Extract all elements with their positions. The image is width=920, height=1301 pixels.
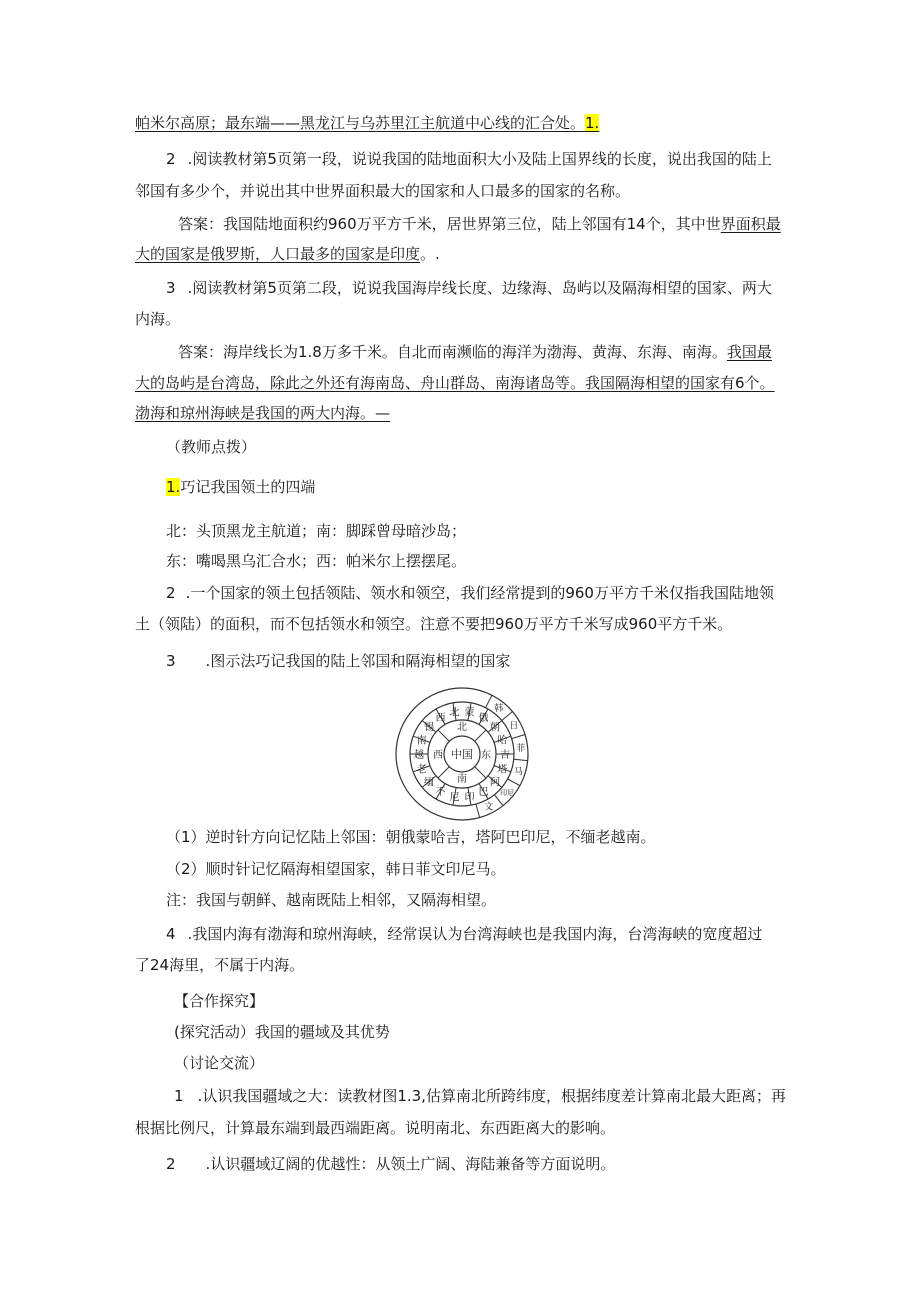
question-3 xyxy=(166,278,772,298)
direction-south: 南 xyxy=(457,774,467,785)
sea-ring-divider xyxy=(486,695,492,707)
sea-ring-divider xyxy=(476,804,480,817)
inner-divider xyxy=(438,730,449,741)
tip-title: 巧记我国领土的四端 xyxy=(180,478,316,496)
tip-text: .一个国家的领土包括领陆、领水和领空，我们经常提到的960万平方千米仅指我国陆地领 xyxy=(185,584,774,602)
underlined-text: 大的国家是俄罗斯，人口最多的国家是印度 xyxy=(135,245,421,263)
land-neighbor-label: 阿 xyxy=(489,777,500,789)
land-neighbor-label: 北 xyxy=(449,707,460,719)
land-neighbor-label: 尼 xyxy=(449,792,460,804)
question-3-cont: 内海。 xyxy=(135,310,181,328)
answer-3-cont: 大的岛屿是台湾岛，除此之外还有海南岛、舟山群岛、南海诸岛等。我国隔海相望的国家有6个。 xyxy=(135,374,775,392)
sea-neighbor-label: 菲 xyxy=(516,744,526,755)
tip-2 xyxy=(166,583,774,603)
inner-divider xyxy=(475,730,486,741)
tip-number: 2 xyxy=(166,584,176,602)
direction-north: 北 xyxy=(457,722,467,733)
land-neighbor-label: 俄 xyxy=(478,712,489,724)
land-neighbor-label: 锡 xyxy=(424,722,435,734)
tip-text: .我国内海有渤海和琼州海峡，经常误认为台湾海峡也是我国内海，台湾海峡的宽度超过 xyxy=(187,925,763,943)
question-number: 3 xyxy=(166,279,176,297)
tip-3 xyxy=(166,651,510,671)
sea-ring-divider xyxy=(514,759,528,760)
sea-neighbor-label: 日 xyxy=(509,721,519,732)
tip-text: .图示法巧记我国的陆上邻国和隔海相望的国家 xyxy=(205,652,511,670)
question-2 xyxy=(166,149,772,169)
answer-2 xyxy=(178,214,781,234)
land-neighbor-label: 塔 xyxy=(497,764,508,776)
tip-1-north-south: 北：头顶黑龙主航道；南：脚踩曾母暗沙岛； xyxy=(166,522,467,540)
neighbors-wheel-diagram xyxy=(388,686,536,822)
direction-east: 东 xyxy=(481,750,491,761)
inner-divider xyxy=(438,767,449,778)
sea-ring-divider xyxy=(508,779,520,786)
tip-number: 4 xyxy=(166,925,176,943)
answer-text: 。. xyxy=(420,245,440,263)
explore-1-cont: 根据比例尺，计算最东端到最西端距离。说明南北、东西距离大的影响。 xyxy=(135,1119,616,1137)
land-neighbor-label: 西 xyxy=(435,712,446,724)
section-label: （讨论交流） xyxy=(174,1054,265,1072)
section-heading: 【合作探究】 xyxy=(174,992,265,1010)
tip-1-east-west: 东：嘴喝黑乌汇合水；西：帕米尔上摆摆尾。 xyxy=(166,552,467,570)
land-neighbor-label: 朝 xyxy=(489,722,500,734)
item-number: 2 xyxy=(166,1155,176,1173)
land-neighbor-label: 南 xyxy=(416,735,427,747)
land-neighbor-label: 巴 xyxy=(478,787,489,799)
item-text: .认识我国疆域之大：读教材图1.3,估算南北所跨纬度，根据纬度差计算南北最大距离；再 xyxy=(197,1087,786,1105)
tip-4-cont: 了24海里，不属于内海。 xyxy=(135,956,305,974)
item-text: .认识疆域辽阔的优越性：从领土广阔、海陆兼备等方面说明。 xyxy=(205,1155,616,1173)
highlighted-number: 1. xyxy=(585,114,600,132)
memory-tip-2: （2）顺时针记忆隔海相望国家，韩日菲文印尼马。 xyxy=(166,860,506,878)
land-neighbor-label: 吉 xyxy=(500,750,510,761)
paragraph-line xyxy=(135,113,599,133)
answer-2-cont xyxy=(135,244,440,264)
question-text: .阅读教材第5页第二段，说说我国海岸线长度、边缘海、岛屿以及隔海相望的国家、两大 xyxy=(187,279,772,297)
underlined-text: 帕米尔高原；最东端——黑龙江与乌苏里江主航道中心线的汇合处。 xyxy=(135,114,586,132)
answer-3 xyxy=(178,342,772,362)
activity-title: (探究活动）我国的疆域及其优势 xyxy=(174,1023,390,1041)
tip-1 xyxy=(166,477,315,497)
land-neighbor-label: 哈 xyxy=(497,735,508,747)
highlighted-number: 1. xyxy=(166,478,181,496)
center-label: 中国 xyxy=(451,748,473,761)
underlined-text: 界面积最 xyxy=(720,215,781,233)
land-neighbor-label: 缅 xyxy=(424,777,435,789)
direction-west: 西 xyxy=(433,750,443,761)
question-text: .阅读教材第5页第一段，说说我国的陆地面积大小及陆上国界线的长度，说出我国的陆上 xyxy=(187,150,772,168)
answer-text: 答案：海岸线长为1.8万多千米。自北而南濒临的海洋为渤海、黄海、东海、南海。 xyxy=(178,343,727,361)
sea-ring-divider xyxy=(512,734,525,738)
sea-neighbor-label: 韩 xyxy=(494,703,504,714)
explore-1 xyxy=(174,1086,786,1106)
land-neighbor-label: 越 xyxy=(414,750,424,761)
question-number: 2 xyxy=(166,150,176,168)
answer-3-cont: 渤海和琼州海峡是我国的两大内海。— xyxy=(135,404,391,422)
sea-neighbor-label: 马 xyxy=(513,767,523,778)
tip-number: 3 xyxy=(166,652,176,670)
underlined-text: 我国最 xyxy=(726,343,772,361)
item-number: 1 xyxy=(174,1087,184,1105)
tip-4 xyxy=(166,924,762,944)
question-2-cont: 邻国有多少个，并说出其中世界面积最大的国家和人口最多的国家的名称。 xyxy=(135,182,631,200)
land-neighbor-label: 不 xyxy=(435,787,446,799)
section-label: （教师点拨） xyxy=(166,438,257,456)
tip-2-cont: 土（领陆）的面积，而不包括领水和领空。注意不要把960万平方千米写成960平方千米。 xyxy=(135,615,733,633)
land-neighbor-label: 印 xyxy=(464,792,475,804)
note: 注：我国与朝鲜、越南既陆上相邻，又隔海相望。 xyxy=(166,891,497,909)
explore-2 xyxy=(166,1154,615,1174)
sea-neighbor-label: 文 xyxy=(484,802,494,813)
land-neighbor-label: 老 xyxy=(416,764,427,776)
land-neighbor-label: 蒙 xyxy=(464,707,475,719)
sea-neighbor-label: 印尼 xyxy=(500,789,515,798)
memory-tip-1: （1）逆时针方向记忆陆上邻国：朝俄蒙哈吉，塔阿巴印尼，不缅老越南。 xyxy=(166,828,656,846)
inner-divider xyxy=(475,767,486,778)
sea-ring-divider xyxy=(502,711,513,720)
answer-text: 答案：我国陆地面积约960万平方千米，居世界第三位，陆上邻国有14个，其中世 xyxy=(178,215,721,233)
